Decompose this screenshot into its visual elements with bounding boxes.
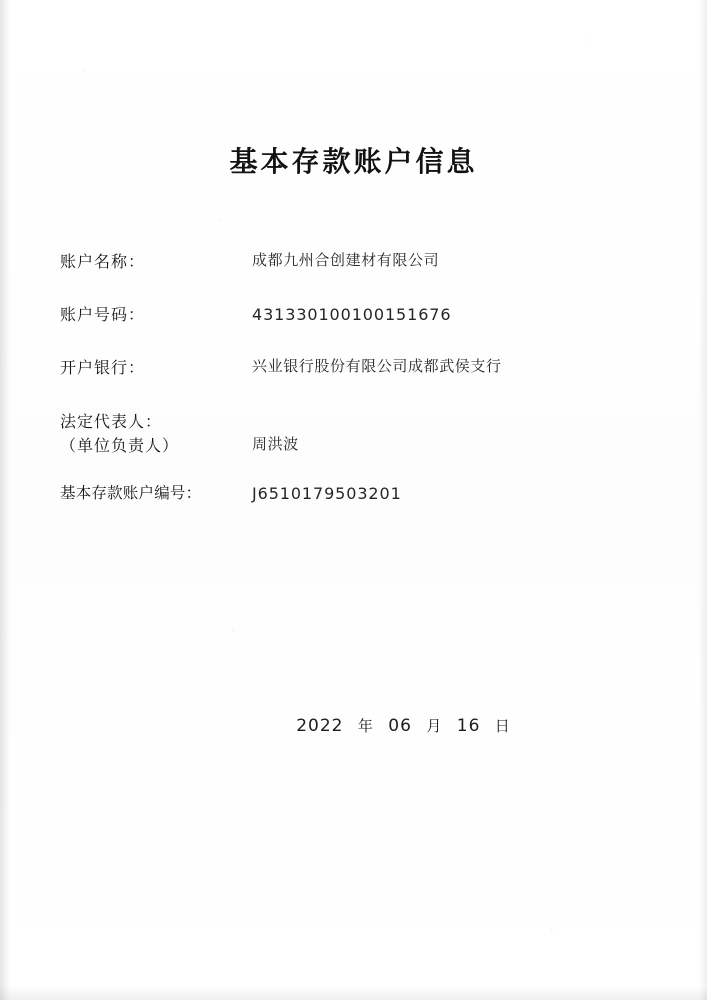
field-label-bank-name: 开户银行： (60, 358, 146, 378)
field-row-account-name (60, 250, 660, 273)
document-title: 基本存款账户信息 (229, 145, 478, 178)
field-label-legal-representative (60, 410, 250, 458)
date-day: 16 (456, 716, 481, 736)
date-month: 06 (388, 716, 412, 736)
field-row-bank-name (60, 356, 660, 379)
scan-edge-shadow-bottom (0, 986, 707, 1000)
document-date (0, 715, 707, 736)
date-year: 2022 (296, 716, 344, 736)
date-day-unit: 日 (494, 717, 511, 735)
field-label-account-name: 账户名称： (60, 252, 146, 271)
field-label-legal-representative-line1: 法定代表人： (60, 411, 163, 431)
date-month-unit: 月 (426, 717, 443, 735)
field-value-account-name: 成都九州合创建材有限公司 (252, 251, 440, 269)
field-row-account-code (60, 482, 660, 505)
field-value-legal-representative: 周洪波 (252, 434, 299, 453)
field-row-legal-representative (60, 410, 660, 458)
field-list (60, 250, 660, 535)
field-row-account-number (60, 303, 660, 326)
field-value-account-code: J6510179503201 (252, 483, 402, 503)
field-label-account-number: 账户号码： (60, 305, 146, 325)
field-value-bank-name: 兴业银行股份有限公司成都武侯支行 (252, 357, 502, 376)
field-value-account-number: 431330100100151676 (252, 305, 452, 325)
field-label-legal-representative-line2: （单位负责人） (60, 435, 180, 455)
field-label-account-code: 基本存款账户编号： (60, 483, 202, 502)
date-year-unit: 年 (357, 717, 374, 735)
